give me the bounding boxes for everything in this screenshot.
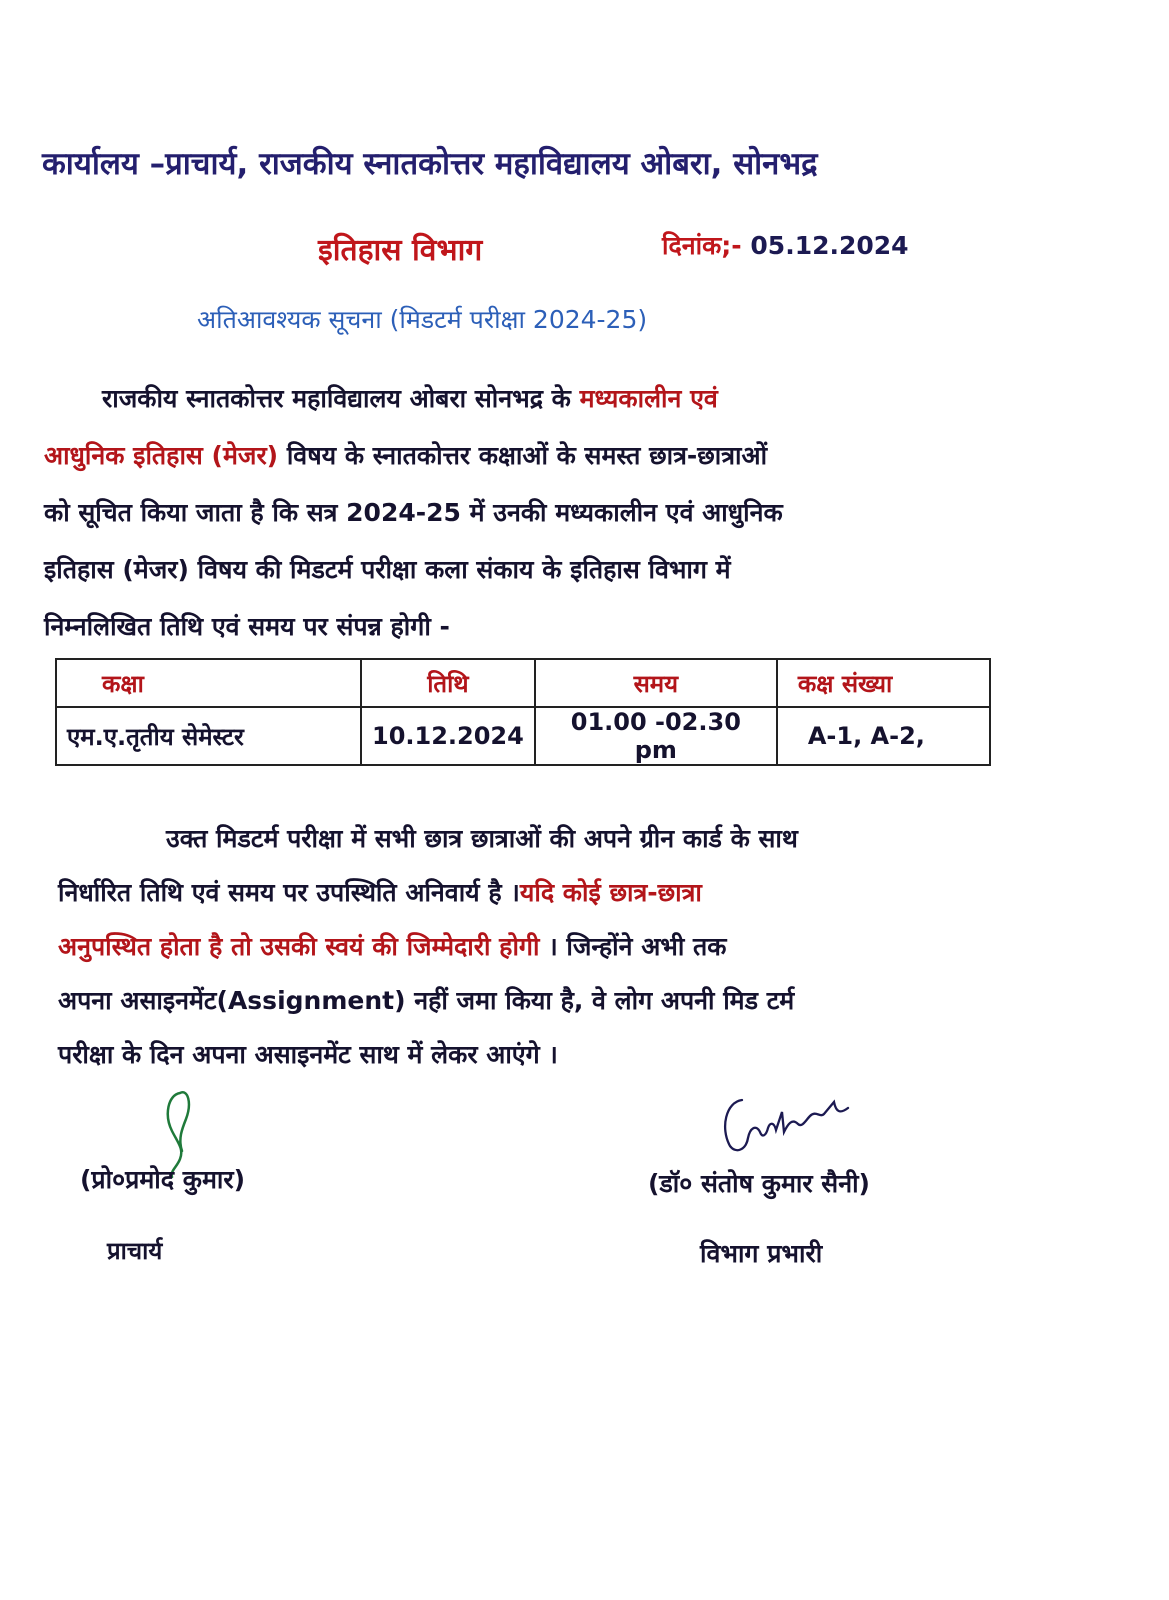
paragraph-line: अपना असाइनमेंट(Assignment) नहीं जमा किया है, वे लोग अपनी मिड टर्म xyxy=(58,986,795,1015)
paragraph-line xyxy=(58,866,1018,920)
paragraph-line: परीक्षा के दिन अपना असाइनमेंट साथ में लेकर आएंगे । xyxy=(58,1040,558,1069)
highlight-text: आधुनिक इतिहास (मेजर) xyxy=(44,441,279,470)
notice-paragraph-2 xyxy=(58,812,1018,1082)
paragraph-line: निम्नलिखित तिथि एवं समय पर संपन्न होगी - xyxy=(44,612,450,641)
department-head-name: (डॉ० संतोष कुमार सैनी) xyxy=(648,1169,870,1198)
highlight-text: अनुपस्थित होता है तो उसकी स्वयं की जिम्मेदारी होगी xyxy=(58,932,540,961)
column-header-date: तिथि xyxy=(361,659,535,707)
cell-room: A-1, A-2, xyxy=(777,707,990,765)
column-header-class: कक्षा xyxy=(56,659,361,707)
principal-name: (प्रो०प्रमोद कुमार) xyxy=(80,1165,246,1194)
text-segment: राजकीय स्नातकोत्तर महाविद्यालय ओबरा सोनभद्र के xyxy=(102,384,580,413)
column-header-time: समय xyxy=(535,659,777,707)
date-value: 05.12.2024 xyxy=(750,231,909,260)
paragraph-line: उक्त मिडटर्म परीक्षा में सभी छात्र छात्राओं की अपने ग्रीन कार्ड के साथ xyxy=(166,824,798,853)
cell-date: 10.12.2024 xyxy=(361,707,535,765)
table-row xyxy=(56,707,990,765)
highlight-text: यदि कोई छात्र-छात्रा xyxy=(519,878,702,907)
office-header: कार्यालय –प्राचार्य, राजकीय स्नातकोत्तर महाविद्यालय ओबरा, सोनभद्र xyxy=(42,146,818,182)
department-head-signature xyxy=(712,1088,862,1160)
notice-date xyxy=(662,228,909,262)
department-name: इतिहास विभाग xyxy=(318,233,483,268)
paragraph-line xyxy=(44,427,994,484)
column-header-room: कक्ष संख्या xyxy=(777,659,990,707)
paragraph-line: इतिहास (मेजर) विषय की मिडटर्म परीक्षा कला संकाय के इतिहास विभाग में xyxy=(44,555,731,584)
text-segment: विषय के स्नातकोत्तर कक्षाओं के समस्त छात्र-छात्राओं xyxy=(278,441,768,470)
exam-schedule-table xyxy=(55,658,991,766)
cell-class: एम.ए.तृतीय सेमेस्टर xyxy=(56,707,361,765)
paragraph-line: को सूचित किया जाता है कि सत्र 2024-25 में उनकी मध्यकालीन एवं आधुनिक xyxy=(44,498,783,527)
notice-paragraph-1 xyxy=(44,370,994,655)
notice-title: अतिआवश्यक सूचना (मिडटर्म परीक्षा 2024-25) xyxy=(197,305,648,334)
paragraph-line xyxy=(58,920,1018,974)
cell-time: 01.00 -02.30 pm xyxy=(535,707,777,765)
highlight-text: मध्यकालीन एवं xyxy=(579,384,718,413)
paragraph-line xyxy=(44,370,994,427)
table-header-row xyxy=(56,659,990,707)
text-segment: । जिन्होंने अभी तक xyxy=(539,932,727,961)
department-head-title: विभाग प्रभारी xyxy=(700,1239,823,1268)
date-label: दिनांक;- xyxy=(662,231,742,260)
text-segment: निर्धारित तिथि एवं समय पर उपस्थिति अनिवार्य है । xyxy=(58,878,520,907)
principal-title: प्राचार्य xyxy=(107,1237,163,1265)
